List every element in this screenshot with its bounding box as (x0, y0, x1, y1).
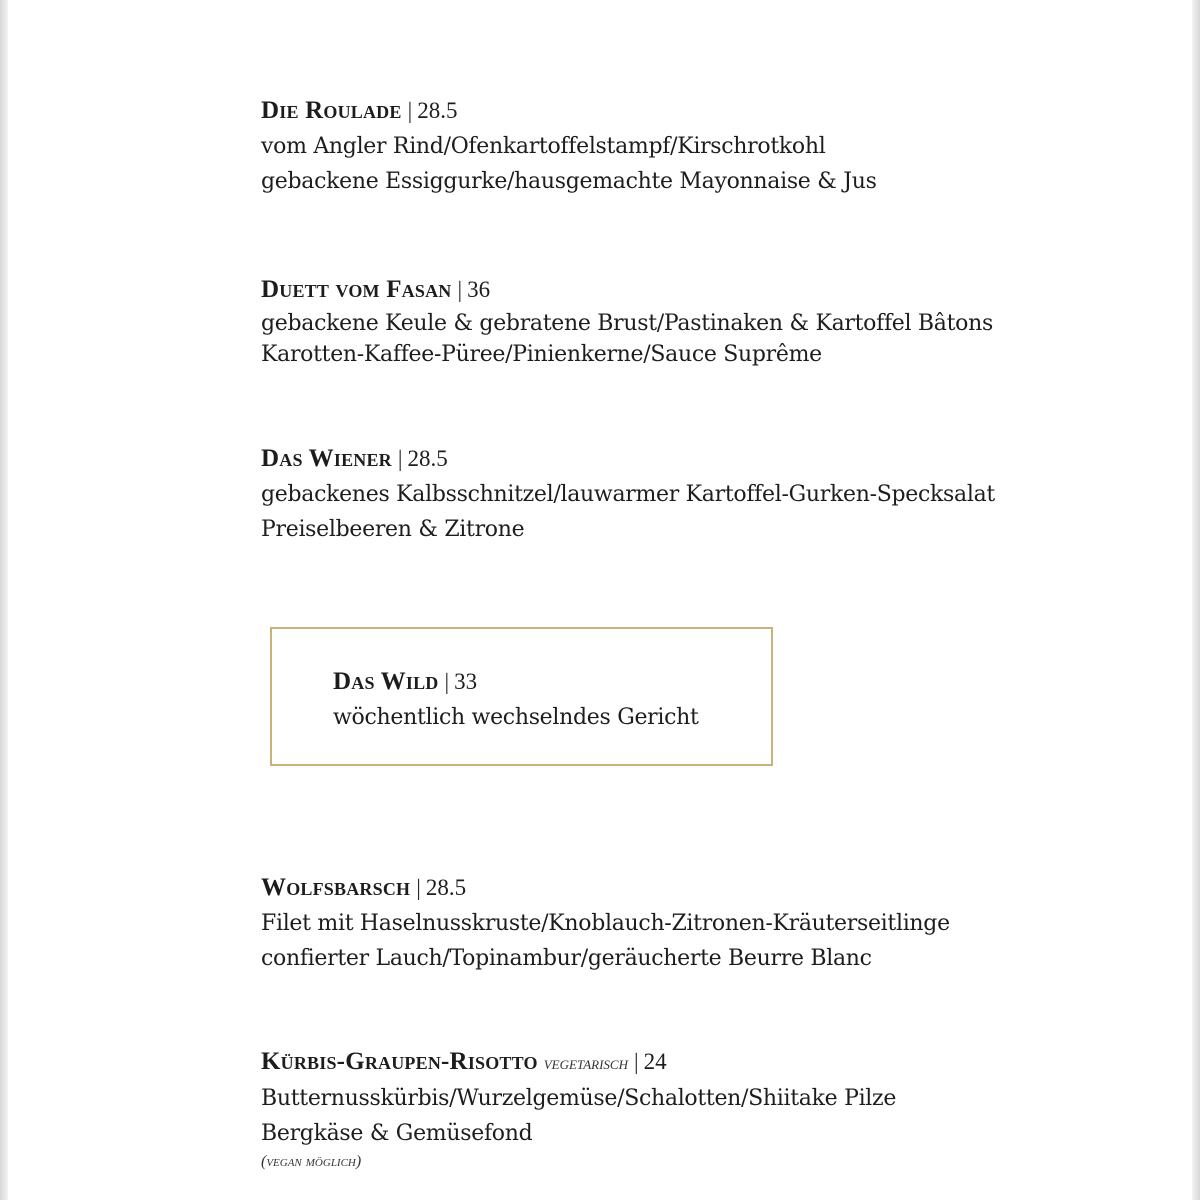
dish-description-line: Butternusskürbis/Wurzelgemüse/Schalotten/Shiitake Pilze (261, 1086, 897, 1111)
dish-price: 28.5 (425, 875, 467, 900)
price-separator: | (633, 1049, 639, 1074)
price-separator: | (407, 98, 413, 123)
price-separator: | (416, 875, 421, 900)
dish-description-line: wöchentlich wechselndes Gericht (333, 705, 699, 730)
price-separator: | (457, 277, 463, 302)
dish-price: 28.5 (417, 98, 458, 123)
page-edge-right (1192, 0, 1200, 1200)
dish-name: Duett vom Fasan (261, 276, 452, 303)
dish-description-line: gebackenes Kalbsschnitzel/lauwarmer Kartoffel-Gurken-Specksalat (261, 482, 995, 507)
menu-item-title (261, 1045, 1161, 1081)
dish-description-line: vom Angler Rind/Ofenkartoffelstampf/Kirschrotkohl (261, 134, 826, 159)
menu-item-roulade (261, 94, 1161, 199)
menu-item-title (261, 94, 1161, 129)
dish-name: Das Wild (333, 668, 439, 695)
dish-price: 36 (467, 277, 491, 302)
dish-note: (vegan möglich) (261, 1153, 362, 1170)
dish-description-line: Preiselbeeren & Zitrone (261, 517, 525, 542)
menu-item-wolfsbarsch (261, 871, 1161, 976)
dish-name: Kürbis-Graupen-Risotto (261, 1048, 538, 1075)
menu-item-title (333, 665, 753, 700)
dish-description-line: Karotten-Kaffee-Püree/Pinienkerne/Sauce Suprême (261, 342, 822, 367)
menu-item-risotto (261, 1045, 1161, 1173)
dish-description-line: gebackene Essiggurke/hausgemachte Mayonnaise & Jus (261, 169, 877, 194)
dish-price: 24 (643, 1049, 667, 1074)
price-separator: | (397, 446, 403, 471)
dish-name: Wolfsbarsch (261, 874, 411, 901)
menu-item-title (261, 273, 1161, 308)
dish-name: Das Wiener (261, 445, 392, 472)
menu-item-title (261, 871, 1161, 906)
dish-price: 28.5 (407, 446, 448, 471)
price-separator: | (444, 669, 450, 694)
menu-item-fasan (261, 273, 1161, 370)
dish-description-line: confierter Lauch/Topinambur/geräucherte Beurre Blanc (261, 946, 872, 971)
dish-name: Die Roulade (261, 97, 402, 124)
dish-description-line: Bergkäse & Gemüsefond (261, 1121, 533, 1146)
dish-price: 33 (454, 669, 478, 694)
menu-item-title (261, 442, 1161, 477)
menu-item-wiener (261, 442, 1161, 547)
dish-description-line: gebackene Keule & gebratene Brust/Pastinaken & Kartoffel Bâtons (261, 311, 993, 336)
dish-description-line: Filet mit Haselnusskruste/Knoblauch-Zitronen-Kräuterseitlinge (261, 911, 950, 936)
special-dish-box (270, 627, 773, 766)
page-edge-left (0, 0, 8, 1200)
dish-diet-tag: vegetarisch (543, 1053, 628, 1074)
menu-item-wild (333, 665, 753, 735)
